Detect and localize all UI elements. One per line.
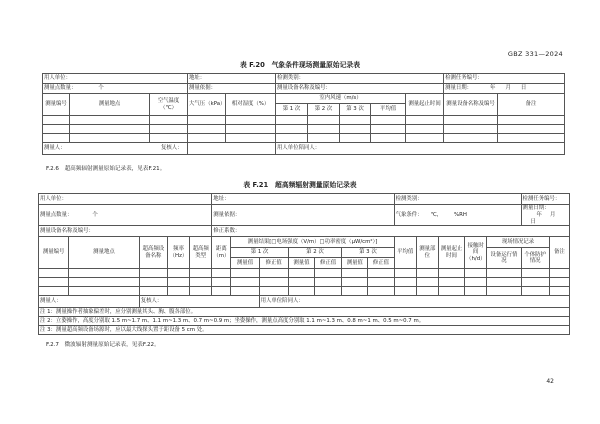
- table-row: [43, 134, 565, 143]
- t21-h-t2: 第 2 次: [288, 248, 341, 258]
- t21-weather: 气象条件： ℃， %RH: [394, 205, 521, 226]
- t21-correction: 修正系数：: [212, 226, 570, 237]
- t21-note-1: 注 1：测量操作者抽象偏差时，应分别测量其头、胸、腹各部位。: [39, 308, 570, 317]
- table-row: [43, 125, 565, 134]
- t20-h-time: 测量起止时间: [406, 94, 444, 116]
- t20-companion: 用人单位陪同人：: [276, 143, 565, 155]
- t21-h-rem: 备注: [549, 237, 569, 269]
- t21-measurer: 测量人：: [39, 296, 140, 308]
- paragraph-f27: F.2.7 微波辐射测量原始记录表，见表F.22。: [46, 342, 160, 348]
- t21-reviewer: 复核人：: [139, 296, 259, 308]
- t20-h-avg: 平均值: [371, 104, 406, 116]
- t20-date: 测量日期： 年 月 日: [444, 84, 565, 94]
- t21-date: 测量日期：年 月日: [521, 205, 569, 226]
- t21-h-equip: 设备运行情况: [487, 248, 521, 269]
- t21-h-site: 现场情况记录: [487, 237, 549, 248]
- t21-h-avg: 平均值: [394, 237, 416, 269]
- paragraph-f26: F.2.6 超高频辐射测量原始记录表，见表F.21。: [46, 166, 166, 172]
- t20-h-press: 大气压（kPa）: [188, 94, 226, 116]
- table-f20: [42, 73, 565, 155]
- t20-task-no: 检测任务编号：: [444, 74, 565, 84]
- t21-h-t1: 第 1 次: [231, 248, 288, 258]
- t20-h-loc: 测量地点: [70, 94, 150, 116]
- t21-h-freq: 频率（Hz）: [167, 237, 189, 269]
- table-f21: [38, 193, 570, 335]
- t20-h-t3: 第 3 次: [340, 104, 371, 116]
- t21-device: 测量设备名称及编号：: [39, 226, 212, 237]
- table-row: [43, 116, 565, 125]
- t20-h-temp: 空气温度（℃）: [150, 94, 188, 116]
- table-f20-title: 表 F.20 气象条件现场测量原始记录表: [239, 61, 360, 69]
- t20-address: 地址：: [188, 74, 276, 84]
- t21-address: 地址：: [212, 194, 394, 205]
- t21-h-result: 测量结果[□电场强度（V/m）□功率密度（μW/cm²）]: [231, 237, 394, 248]
- t21-h-loc: 测量地点: [69, 237, 140, 269]
- t21-h-src: 超高频设备名称: [139, 237, 167, 269]
- t21-h-cv2: 修正值: [315, 258, 342, 269]
- t21-note-3: 注 3：测量超高频设备场源时，应以最大线探头置于距设备 5 cm 处。: [39, 326, 570, 335]
- standard-number: GBZ 331—2024: [507, 50, 563, 58]
- t21-point-count: 测量点数量： 个: [39, 205, 212, 226]
- t20-h-wind: 室内风速（m/s）: [276, 94, 406, 104]
- t20-h-no: 测量编号: [43, 94, 70, 116]
- table-row: [39, 287, 570, 296]
- t20-basis: 测量依据：: [188, 84, 276, 94]
- t20-reviewer: 复核人：: [188, 143, 276, 155]
- t21-companion: 用人单位陪同人：: [259, 296, 569, 308]
- table-row: [39, 269, 570, 278]
- t20-h-hum: 相对湿度（%）: [226, 94, 276, 116]
- page-number: 42: [546, 378, 554, 385]
- t20-category: 检测类别：: [276, 74, 444, 84]
- t21-h-cv1: 修正值: [259, 258, 288, 269]
- t20-h-dev: 测量设备名称及编号: [444, 94, 498, 116]
- t20-h-t2: 第 2 次: [308, 104, 340, 116]
- t20-h-t1: 第 1 次: [276, 104, 308, 116]
- t21-note-2: 注 2：立姿操作，高度分别取 1.5 m~1.7 m、1.1 m~1.3 m、0.7 m~0.9 m；坐姿操作，测量点高度分别取 1.1 m~1.3 m、0.8 m~1 m、0.5 m~0.7 m。: [39, 317, 570, 326]
- t21-h-ppe: 个体防护情况: [521, 248, 549, 269]
- t21-basis: 测量依据：: [212, 205, 394, 226]
- t21-h-dist: 距离（m）: [212, 237, 231, 269]
- t21-h-time: 测量起止时间: [438, 237, 464, 269]
- t21-unit: 用人单位：: [39, 194, 212, 205]
- table-f21-title: 表 F.21 超高频辐射测量原始记录表: [243, 181, 357, 189]
- t21-category: 检测类别：: [394, 194, 521, 205]
- t21-h-wave: 超高频类型: [190, 237, 212, 269]
- t20-unit: 用人单位：: [43, 74, 188, 84]
- t21-h-mv2: 测量值: [288, 258, 314, 269]
- table-row: [39, 278, 570, 287]
- t21-h-part: 测量部位: [416, 237, 438, 269]
- t20-h-rem: 备注: [498, 94, 565, 116]
- t20-device: 测量设备名称及编号：: [276, 84, 444, 94]
- t21-h-mv3: 测量值: [342, 258, 368, 269]
- t21-h-mv1: 测量值: [231, 258, 259, 269]
- t21-h-exp: 接触时间（h/d）: [465, 237, 487, 269]
- t20-point-count: 测量点数量： 个: [43, 84, 188, 94]
- t21-task-no: 检测任务编号：: [521, 194, 569, 205]
- t21-h-cv3: 修正值: [368, 258, 394, 269]
- t20-measurer: 测量人：: [43, 143, 188, 155]
- t21-h-t3: 第 3 次: [342, 248, 394, 258]
- t21-h-no: 测量编号: [39, 237, 69, 269]
